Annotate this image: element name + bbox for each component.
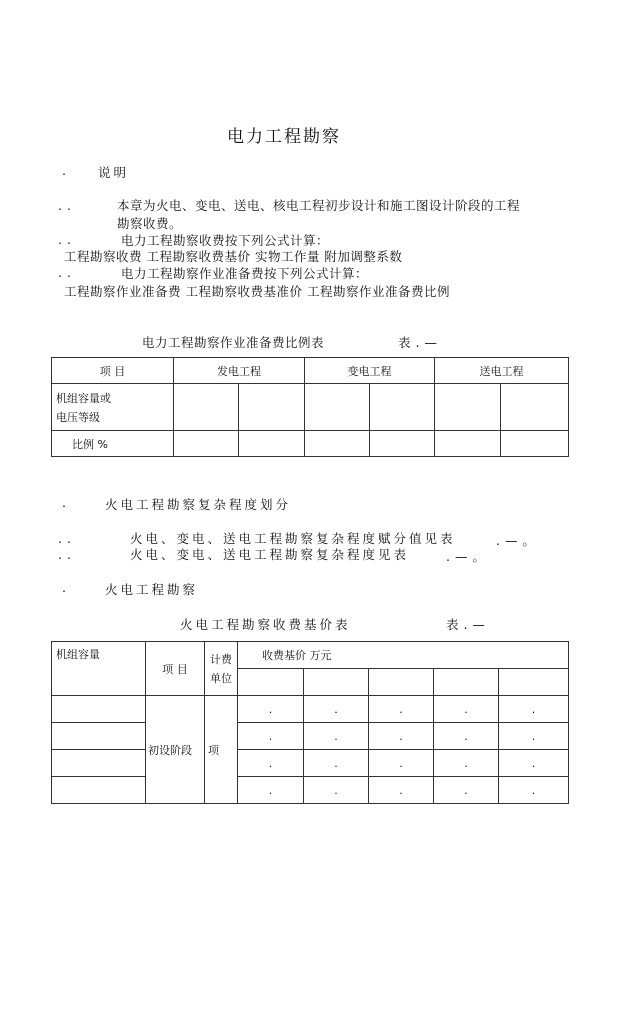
table-number: 表 . — — [398, 335, 438, 350]
section-heading: 火电工程勘察复杂程度划分 — [105, 497, 292, 512]
ratio-table — [51, 357, 569, 457]
table-cell — [435, 384, 501, 431]
table-cell — [174, 431, 239, 457]
fee-base-table — [51, 641, 569, 804]
price-cell: . — [369, 777, 434, 804]
paragraph-number: . . — [58, 232, 72, 247]
price-cell: . — [238, 777, 304, 804]
table-cell — [52, 777, 146, 804]
price-cell: . — [304, 777, 369, 804]
row-label-line: 机组容量或 — [56, 391, 111, 405]
table-cell — [369, 669, 434, 696]
paragraph-number: . . — [58, 265, 72, 280]
formula: 工程勘察作业准备费 工程勘察收费基准价 工程勘察作业准备费比例 — [64, 284, 450, 299]
price-cell: . — [434, 750, 499, 777]
price-cell: . — [304, 723, 369, 750]
table-cell — [435, 431, 501, 457]
header-base-price: 收费基价 万元 — [238, 642, 569, 669]
section-number: . — [62, 163, 67, 178]
header-unit-line: 计费 — [210, 653, 232, 666]
table-cell — [239, 431, 305, 457]
paragraph-number: . . — [58, 547, 72, 562]
row-label-line: 电压等级 — [56, 410, 100, 424]
table-cell — [501, 431, 569, 457]
table-reference: . — 。 — [446, 549, 486, 564]
section-number: . — [62, 495, 67, 510]
table-number: 表 . — — [446, 617, 486, 632]
stage-cell: 初设阶段 — [146, 696, 205, 804]
header-transmission: 送电工程 — [435, 358, 569, 384]
price-cell: . — [369, 696, 434, 723]
header-power-generation: 发电工程 — [174, 358, 305, 384]
price-cell: . — [499, 777, 569, 804]
row-label-ratio: 比例 % — [52, 431, 174, 457]
header-item: 项 目 — [52, 358, 174, 384]
table-cell — [238, 669, 304, 696]
section-number: . — [62, 580, 67, 595]
price-cell: . — [238, 723, 304, 750]
paragraph-text: 电力工程勘察作业准备费按下列公式计算： — [121, 266, 369, 281]
page-title: 电力工程勘察 — [227, 127, 341, 147]
price-cell: . — [499, 750, 569, 777]
header-unit-line: 单位 — [210, 672, 232, 685]
table-cell — [305, 384, 370, 431]
header-item: 项 目 — [146, 642, 205, 696]
section-heading: 火电工程勘察 — [105, 582, 199, 597]
table-cell — [305, 431, 370, 457]
paragraph-text: 电力工程勘察收费按下列公式计算： — [121, 233, 330, 248]
price-cell: . — [369, 723, 434, 750]
table-cell — [239, 384, 305, 431]
table-cell — [501, 384, 569, 431]
table-cell — [52, 723, 146, 750]
unit-cell: 项 — [205, 696, 238, 804]
table-cell — [52, 696, 146, 723]
price-cell: . — [304, 750, 369, 777]
table-cell — [499, 669, 569, 696]
price-cell: . — [499, 696, 569, 723]
paragraph-text: 本章为火电、变电、送电、核电工程初步设计和施工图设计阶段的工程 — [117, 198, 521, 213]
table-cell — [370, 384, 435, 431]
table-cell — [174, 384, 239, 431]
price-cell: . — [304, 696, 369, 723]
section-heading: 说明 — [98, 165, 130, 180]
price-cell: . — [434, 777, 499, 804]
table-reference: . — 。 — [496, 533, 536, 548]
header-capacity: 机组容量 — [52, 642, 146, 696]
paragraph-text: 火电、变电、送电工程勘察复杂程度赋分值见表 — [130, 531, 456, 546]
price-cell: . — [434, 723, 499, 750]
paragraph-text: 火电、变电、送电工程勘察复杂程度见表 — [130, 547, 410, 562]
price-cell: . — [238, 696, 304, 723]
table-caption: 电力工程勘察作业准备费比例表 — [142, 335, 325, 350]
price-cell: . — [499, 723, 569, 750]
table-cell — [304, 669, 369, 696]
formula: 工程勘察收费 工程勘察收费基价 实物工作量 附加调整系数 — [64, 249, 403, 264]
paragraph-number: . . — [58, 198, 72, 213]
row-label-capacity — [52, 384, 174, 431]
price-cell: . — [369, 750, 434, 777]
paragraph-number: . . — [58, 531, 72, 546]
price-cell: . — [238, 750, 304, 777]
table-cell — [434, 669, 499, 696]
table-cell — [52, 750, 146, 777]
header-unit — [205, 642, 238, 696]
paragraph-text: 勘察收费。 — [117, 216, 183, 231]
table-cell — [370, 431, 435, 457]
header-substation: 变电工程 — [305, 358, 435, 384]
table-caption: 火电工程勘察收费基价表 — [180, 617, 351, 632]
price-cell: . — [434, 696, 499, 723]
